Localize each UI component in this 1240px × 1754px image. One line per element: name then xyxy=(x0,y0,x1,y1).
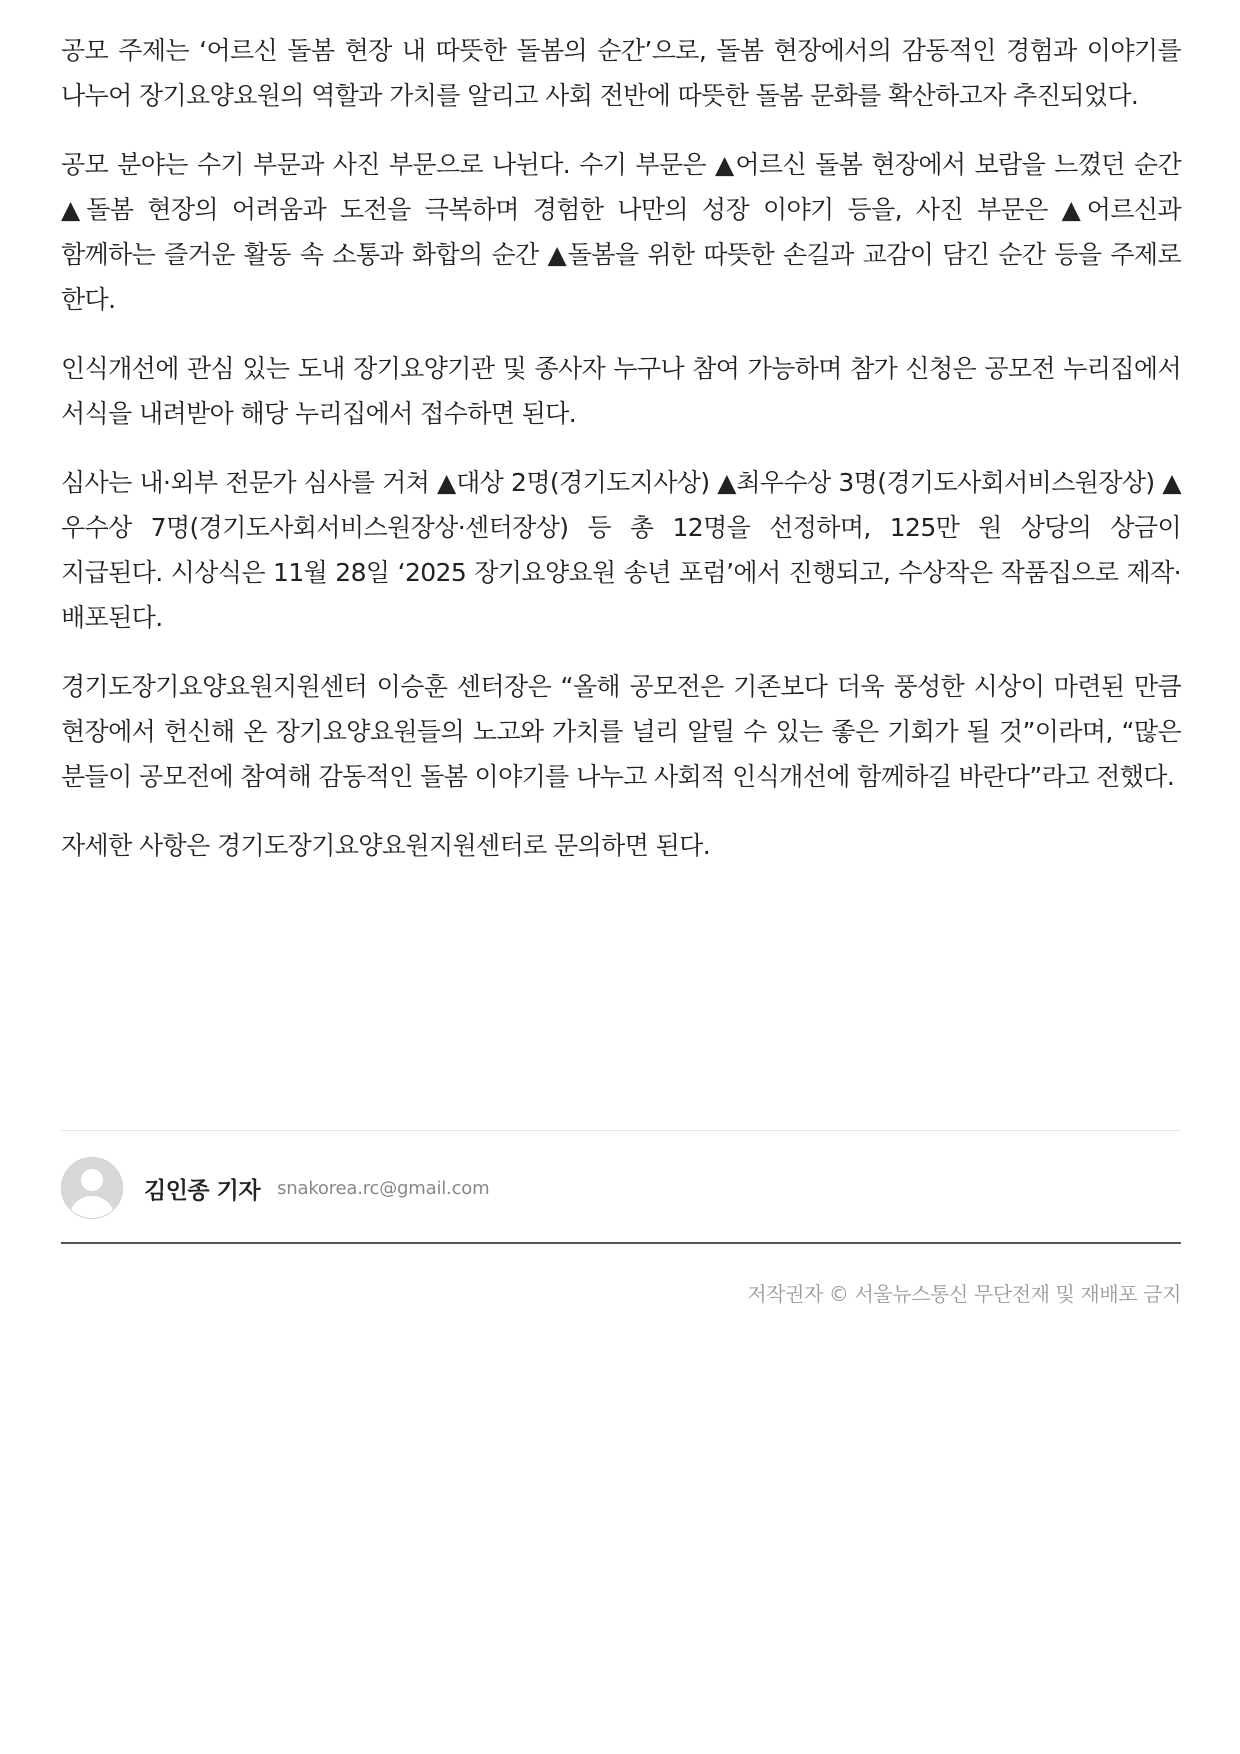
reporter-name[interactable]: 김인종 기자 xyxy=(144,1177,261,1204)
reporter-byline xyxy=(61,1157,489,1219)
article-paragraph: 자세한 사항은 경기도장기요양요원지원센터로 문의하면 된다. xyxy=(61,831,711,860)
reporter-email[interactable]: snakorea.rc@gmail.com xyxy=(277,1177,490,1199)
avatar-head-shape xyxy=(81,1169,103,1191)
default-user-avatar-icon[interactable] xyxy=(61,1157,123,1219)
article-paragraph: 경기도장기요양요원지원센터 이승훈 센터장은 “올해 공모전은 기존보다 더욱 풍성한 시상이 마련된 만큼 현장에서 헌신해 온 장기요양요원들의 노고와 가치를 널리 알릴 수 있는 좋은 기회가 될 것”이라며, “많은 분들이 공모전에 참여해 감동적인 돌봄 이야기를 나누고 사회적 인식개선에 함께하길 바란다”라고 전했다. xyxy=(61,672,1181,791)
article-paragraph: 공모 분야는 수기 부문과 사진 부문으로 나뉜다. 수기 부문은 ▲어르신 돌봄 현장에서 보람을 느꼈던 순간 ▲돌봄 현장의 어려움과 도전을 극복하며 경험한 나만의 성장 이야기 등을, 사진 부문은 ▲어르신과 함께하는 즐거운 활동 속 소통과 화합의 순간 ▲돌봄을 위한 따뜻한 손길과 교감이 담긴 순간 등을 주제로 한다. xyxy=(61,150,1181,314)
footer-divider xyxy=(61,1242,1181,1244)
copyright-notice: 저작권자 © 서울뉴스통신 무단전재 및 재배포 금지 xyxy=(747,1282,1181,1306)
article-paragraph: 심사는 내·외부 전문가 심사를 거쳐 ▲대상 2명(경기도지사상) ▲최우수상 3명(경기도사회서비스원장상) ▲우수상 7명(경기도사회서비스원장상·센터장상) 등 총 12명을 선정하며, 125만 원 상당의 상금이 지급된다. 시상식은 11월 28일 ‘2025 장기요양요원 송년 포럼’에서 진행되고, 수상작은 작품집으로 제작·배포된다. xyxy=(61,468,1181,632)
article-body xyxy=(61,28,1181,892)
article-paragraph: 인식개선에 관심 있는 도내 장기요양기관 및 종사자 누구나 참여 가능하며 참가 신청은 공모전 누리집에서 서식을 내려받아 해당 누리집에서 접수하면 된다. xyxy=(61,354,1181,428)
byline-divider xyxy=(61,1130,1181,1131)
article-paragraph: 공모 주제는 ‘어르신 돌봄 현장 내 따뜻한 돌봄의 순간’으로, 돌봄 현장에서의 감동적인 경험과 이야기를 나누어 장기요양요원의 역할과 가치를 알리고 사회 전반에 따뜻한 돌봄 문화를 확산하고자 추진되었다. xyxy=(61,36,1181,110)
avatar-shoulders-shape xyxy=(70,1196,114,1219)
